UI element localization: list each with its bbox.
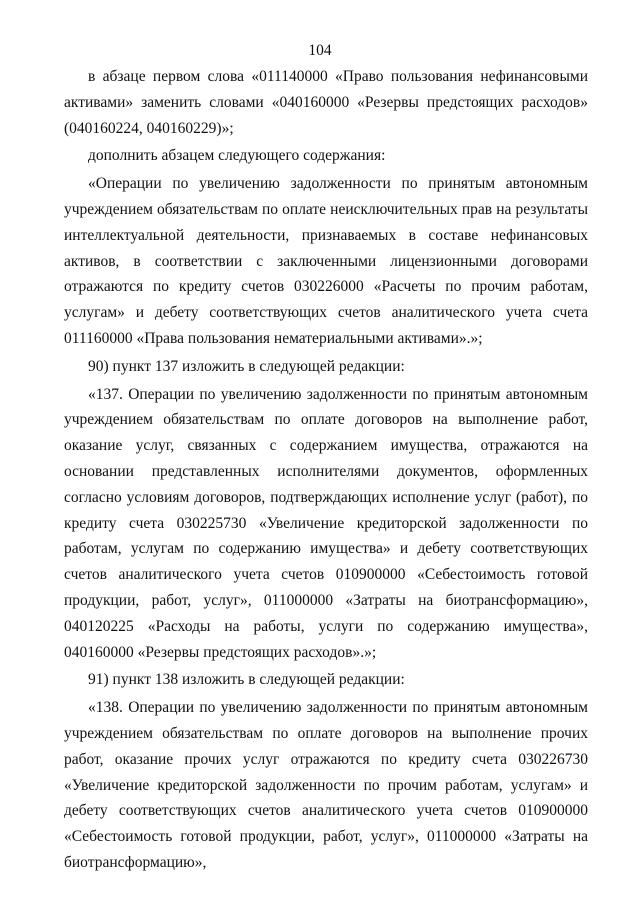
paragraph-clause-137: «137. Операции по увеличению задолженности по принятым автономным учреждением обязательствам по оплате договоров на выполнение работ, оказание услуг, связанных с содержанием имущества, отражаются на основании представленных исполнителями документов, оформленных согласно условиям договоров, подтверждающих исполнение услуг (работ), по кредиту счета 030225730 «Увеличение кредиторской задолженности по работам, услугам по содержанию имущества» и дебету соответствующих счетов аналитического учета счетов 010900000 «Себестоимость готовой продукции, работ, услуг», 011000000 «Затраты на биотрансформацию», 040120225 «Расходы на работы, услуги по содержанию имущества», 040160000 «Резервы предстоящих расходов».»;	[64, 385, 588, 661]
paragraph-item-90: 90) пункт 137 изложить в следующей редакции:	[88, 357, 405, 375]
paragraph-clause-138: «138. Операции по увеличению задолженности по принятым автономным учреждением обязательствам по оплате договоров на выполнение прочих работ, оказание прочих услуг отражаются по кредиту счета 030226730 «Увеличение кредиторской задолженности по прочим работам, услугам» и дебету соответствующих счетов аналитического учета счетов 010900000 «Себестоимость готовой продукции, работ, услуг», 011000000 «Затраты на биотрансформацию»,	[64, 699, 588, 871]
paragraph-supplement-intro: дополнить абзацем следующего содержания:	[88, 147, 386, 165]
paragraph-license-operations: «Операции по увеличению задолженности по принятым автономным учреждением обязательствам по оплате неисключительных прав на результаты интеллектуальной деятельности, признаваемых в составе нефинансовых активов, в соответствии с заключенными лицензионными договорами отражаются по кредиту счетов 030226000 «Расчеты по прочим работам, услугам» и дебету соответствующих счетов аналитического учета счета 011160000 «Права пользования нематериальными активами».»;	[64, 175, 588, 347]
document-body	[64, 64, 588, 876]
page-number: 104	[308, 42, 332, 59]
paragraph-amend-first: в абзаце первом слова «011140000 «Право пользования нефинансовыми активами» заменить словами «040160000 «Резервы предстоящих расходов» (040160224, 040160229)»;	[64, 68, 588, 137]
paragraph-item-91: 91) пункт 138 изложить в следующей редакции:	[88, 671, 405, 689]
